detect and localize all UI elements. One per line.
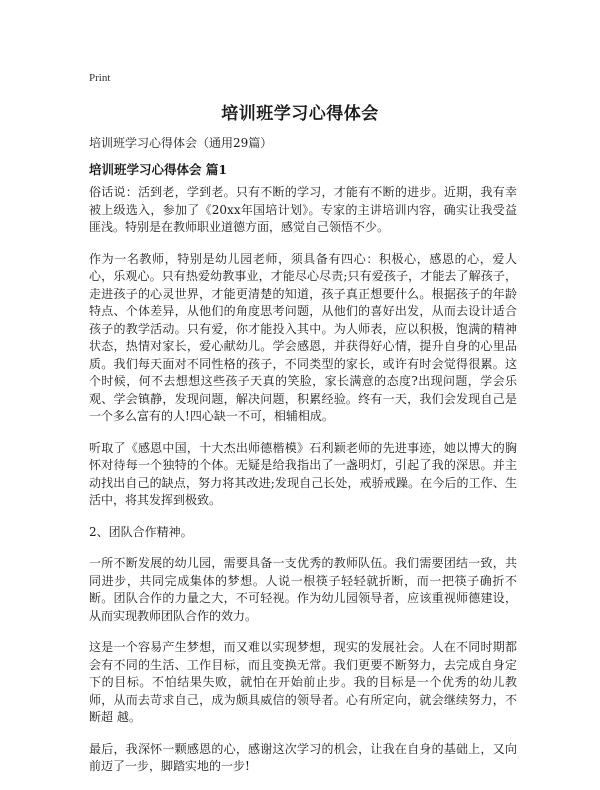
section-heading: 培训班学习心得体会 篇1	[89, 162, 228, 177]
paragraph: 俗话说：活到老，学到老。只有不断的学习，才能有不断的进步。近期，我有幸被上级选入，参加了《20xx年国培计划》。专家的主讲培训内容，确实让我受益匪浅。特别是在教师职业道德方面，感觉自己领悟不少。	[89, 185, 517, 234]
paragraph: 听取了《感恩中国，十大杰出师德楷模》石利颖老师的先进事迹，她以博大的胸怀对待每一个独特的个体。无疑是给我指出了一盏明灯，引起了我的深思。并主动找出自己的缺点，努力将其改进;发现自己长处，戒骄戒躁。在今后的工作、生活中，将其发挥到极致。	[89, 440, 517, 507]
paragraph: 作为一名教师，特别是幼儿园老师，须具备有四心：积极心，感恩的心，爱人心，乐观心。只有热爱幼教事业，才能尽心尽责;只有爱孩子，才能去了解孩子，走进孩子的心灵世界，才能更清楚的知道，孩子真正想要什么。根据孩子的年龄特点、个体差异，从他们的角度思考问题，从他们的喜好出发，从而去设计适合孩子的教学活动。只有爱，你才能投入其中。为人师表，应以积极，饱满的精神状态，热情对家长，爱心献幼儿。学会感恩，并获得好心情，提升自身的心里品质。我们每天面对不同性格的孩子，不同类型的家长，或许有时会觉得很累。这个时候，何不去想想这些孩子天真的笑脸，家长满意的态度?出现问题，学会乐观、学会镇静，发现问题，解决问题，积累经验。终有一天，我们会发现自己是一个多么富有的人!四心缺一不可，相辅相成。	[89, 251, 517, 423]
paragraph: 最后，我深怀一颗感恩的心，感谢这次学习的机会，让我在自身的基础上，又向前迈了一步，脚踏实地的一步!	[89, 741, 517, 773]
paragraph: 一所不断发展的幼儿园，需要具备一支优秀的教师队伍。我们需要团结一致，共同进步，共同完成集体的梦想。人说一根筷子轻轻就折断，而一把筷子确折不断。团队合作的力量之大，不可轻视。作为幼儿园领导者，应该重视师德建设，从而实现教师团队合作的效力。	[89, 556, 517, 623]
print-link[interactable]: Print	[89, 72, 111, 84]
document-subtitle: 培训班学习心得体会（通用29篇）	[89, 136, 273, 150]
page-title: 培训班学习心得体会	[221, 104, 379, 124]
paragraph: 这是一个容易产生梦想，而又难以实现梦想，现实的发展社会。人在不同时期都会有不同的生活、工作目标，而且变换无常。我们更要不断努力，去完成自身定下的目标。不怕结果失败，就怕在开始前止步。我的目标是一个优秀的幼儿教师，从而去苛求自己，成为颇具威信的领导者。心有所定向，就会继续努力，不断超 越。	[89, 640, 517, 724]
article-body	[89, 184, 517, 790]
paragraph: 2、团队合作精神。	[89, 524, 193, 539]
